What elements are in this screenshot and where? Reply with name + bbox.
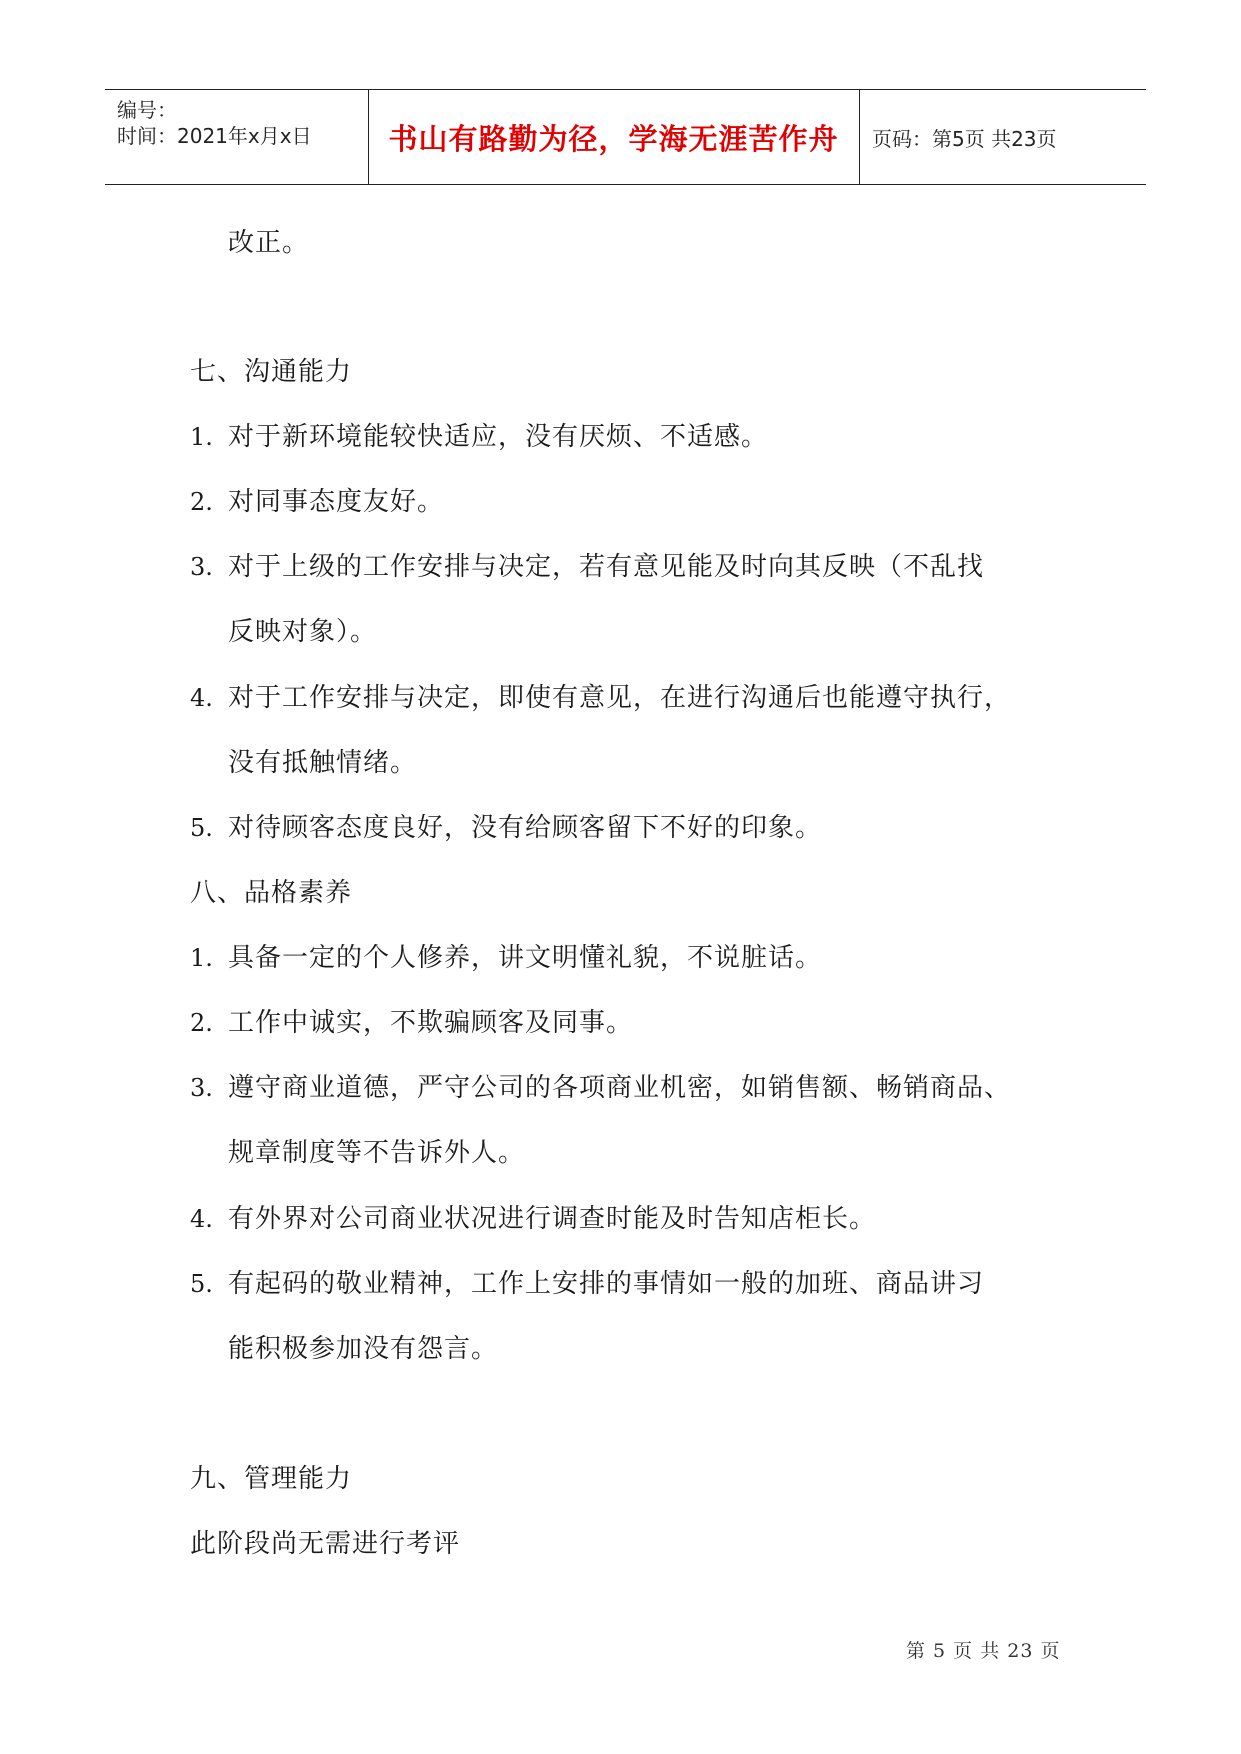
list-item: 有外界对公司商业状况进行调查时能及时告知店柜长。 [228, 1204, 877, 1234]
time-label: 时间：2021年x月x日 [117, 124, 312, 148]
list-number: 5. [190, 1270, 213, 1298]
list-number: 3. [190, 553, 213, 581]
header-page-info: 页码：第5页 共23页 [872, 126, 1057, 151]
list-item: 对同事态度友好。 [228, 487, 445, 517]
list-item-continuation: 没有抵触情绪。 [228, 748, 418, 778]
list-number: 3. [190, 1074, 213, 1102]
section-text: 此阶段尚无需进行考评 [190, 1529, 461, 1559]
list-number: 4. [190, 684, 213, 712]
list-item: 具备一定的个人修养，讲文明懂礼貌，不说脏话。 [228, 943, 823, 973]
page-footer: 第 5 页 共 23 页 [906, 1640, 1061, 1662]
continuation-text: 改正。 [228, 228, 310, 258]
list-item-continuation: 规章制度等不告诉外人。 [228, 1138, 526, 1168]
list-number: 1. [190, 423, 213, 451]
list-item: 遵守商业道德，严守公司的各项商业机密，如销售额、畅销商品、 [228, 1073, 1012, 1103]
list-item: 工作中诚实，不欺骗顾客及同事。 [228, 1008, 634, 1038]
list-item-continuation: 能积极参加没有怨言。 [228, 1334, 499, 1364]
list-item-continuation: 反映对象）。 [228, 617, 378, 647]
list-number: 2. [190, 1009, 213, 1037]
list-item: 对待顾客态度良好，没有给顾客留下不好的印象。 [228, 813, 823, 843]
list-number: 4. [190, 1205, 213, 1233]
document-header [105, 89, 1146, 185]
section-title: 八、品格素养 [190, 878, 353, 908]
list-number: 2. [190, 488, 213, 516]
list-number: 1. [190, 944, 213, 972]
header-motto: 书山有路勤为径，学海无涯苦作舟 [388, 121, 839, 156]
list-item: 对于上级的工作安排与决定，若有意见能及时向其反映（不乱找 [228, 552, 985, 582]
list-number: 5. [190, 814, 213, 842]
section-title: 七、沟通能力 [190, 357, 353, 387]
list-item: 有起码的敬业精神，工作上安排的事情如一般的加班、商品讲习 [228, 1269, 985, 1299]
list-item: 对于新环境能较快适应，没有厌烦、不适感。 [228, 422, 769, 452]
serial-label: 编号： [117, 98, 177, 122]
section-title: 九、管理能力 [190, 1464, 353, 1494]
list-item: 对于工作安排与决定，即使有意见，在进行沟通后也能遵守执行， [228, 683, 1012, 713]
header-divider [859, 90, 860, 184]
